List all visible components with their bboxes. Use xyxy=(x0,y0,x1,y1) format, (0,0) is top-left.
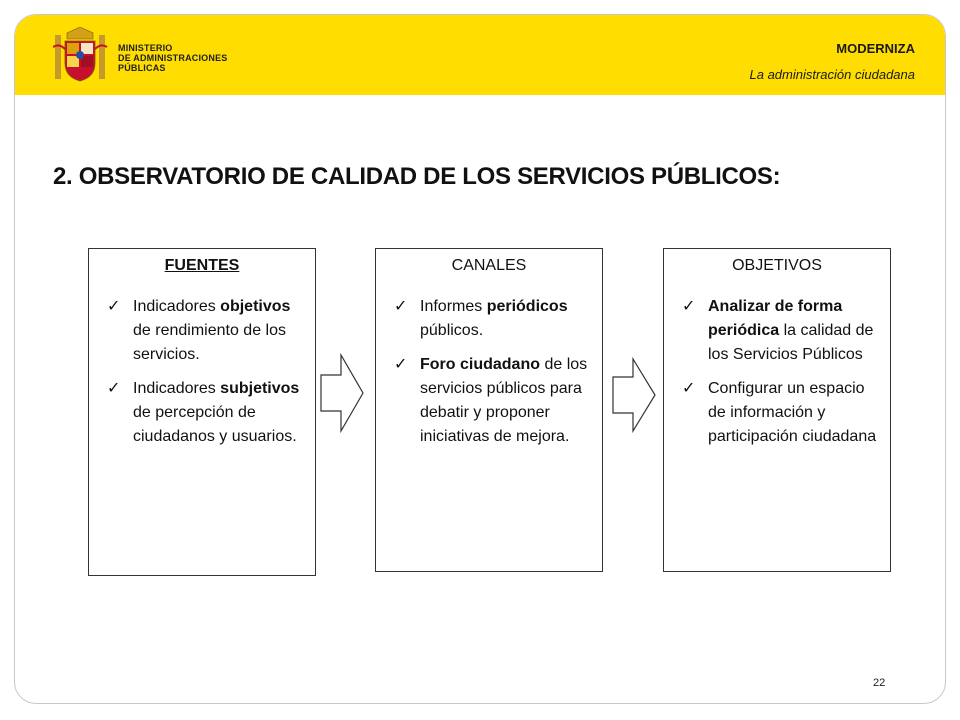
list-item xyxy=(674,295,878,367)
list-item-text: Foro ciudadano xyxy=(420,356,540,373)
ministry-line: DE ADMINISTRACIONES xyxy=(118,53,228,63)
ministry-name xyxy=(118,43,227,73)
list-item-text: Configurar un espacio de información y participación ciudadana xyxy=(708,380,877,445)
list-item xyxy=(386,353,590,449)
fuentes-list xyxy=(89,295,315,449)
canales-box xyxy=(375,248,603,572)
brand-subtitle: La administración ciudadana xyxy=(749,67,915,82)
list-item-text: Analizar de forma periódica xyxy=(708,298,843,339)
ministry-line: MINISTERIO xyxy=(118,43,173,53)
objetivos-box xyxy=(663,248,891,572)
fuentes-box xyxy=(88,248,316,576)
slide xyxy=(14,14,946,704)
list-item xyxy=(99,295,303,367)
list-item-text: subjetivos xyxy=(220,380,300,397)
header-band xyxy=(15,15,945,95)
page-title: 2. OBSERVATORIO DE CALIDAD DE LOS SERVICIOS PÚBLICOS: xyxy=(53,163,781,190)
canales-heading: CANALES xyxy=(451,257,527,274)
right-arrow-icon xyxy=(611,357,657,433)
list-item-text: Indicadores xyxy=(133,298,221,315)
list-item-text: objetivos xyxy=(220,298,291,315)
checkmark-icon: ✓ xyxy=(107,378,121,397)
list-item-text: Informes xyxy=(420,298,487,315)
list-item-text: de los servicios públicos para debatir y proponer iniciativas de mejora. xyxy=(420,356,588,445)
checkmark-icon: ✓ xyxy=(394,354,408,373)
ministry-line: PÚBLICAS xyxy=(118,63,166,73)
checkmark-icon: ✓ xyxy=(107,296,121,315)
checkmark-icon: ✓ xyxy=(394,296,408,315)
list-item xyxy=(99,377,303,449)
checkmark-icon: ✓ xyxy=(682,378,696,397)
list-item xyxy=(674,377,878,449)
objetivos-list xyxy=(664,295,890,449)
checkmark-icon: ✓ xyxy=(682,296,696,315)
list-item xyxy=(386,295,590,343)
list-item-text: la calidad de los Servicios Públicos xyxy=(708,322,874,363)
objetivos-heading: OBJETIVOS xyxy=(732,257,822,274)
list-item-text: de rendimiento de los servicios. xyxy=(133,322,286,363)
right-arrow-icon xyxy=(319,353,365,433)
canales-list xyxy=(376,295,602,449)
brand-title: MODERNIZA xyxy=(836,41,915,56)
list-item-text: periódicos xyxy=(486,298,568,315)
fuentes-heading: FUENTES xyxy=(164,257,240,274)
list-item-text: de percepción de ciudadanos y usuarios. xyxy=(133,404,297,445)
list-item-text: públicos. xyxy=(420,322,484,339)
page-number: 22 xyxy=(873,677,886,689)
list-item-text: Indicadores xyxy=(133,380,221,397)
